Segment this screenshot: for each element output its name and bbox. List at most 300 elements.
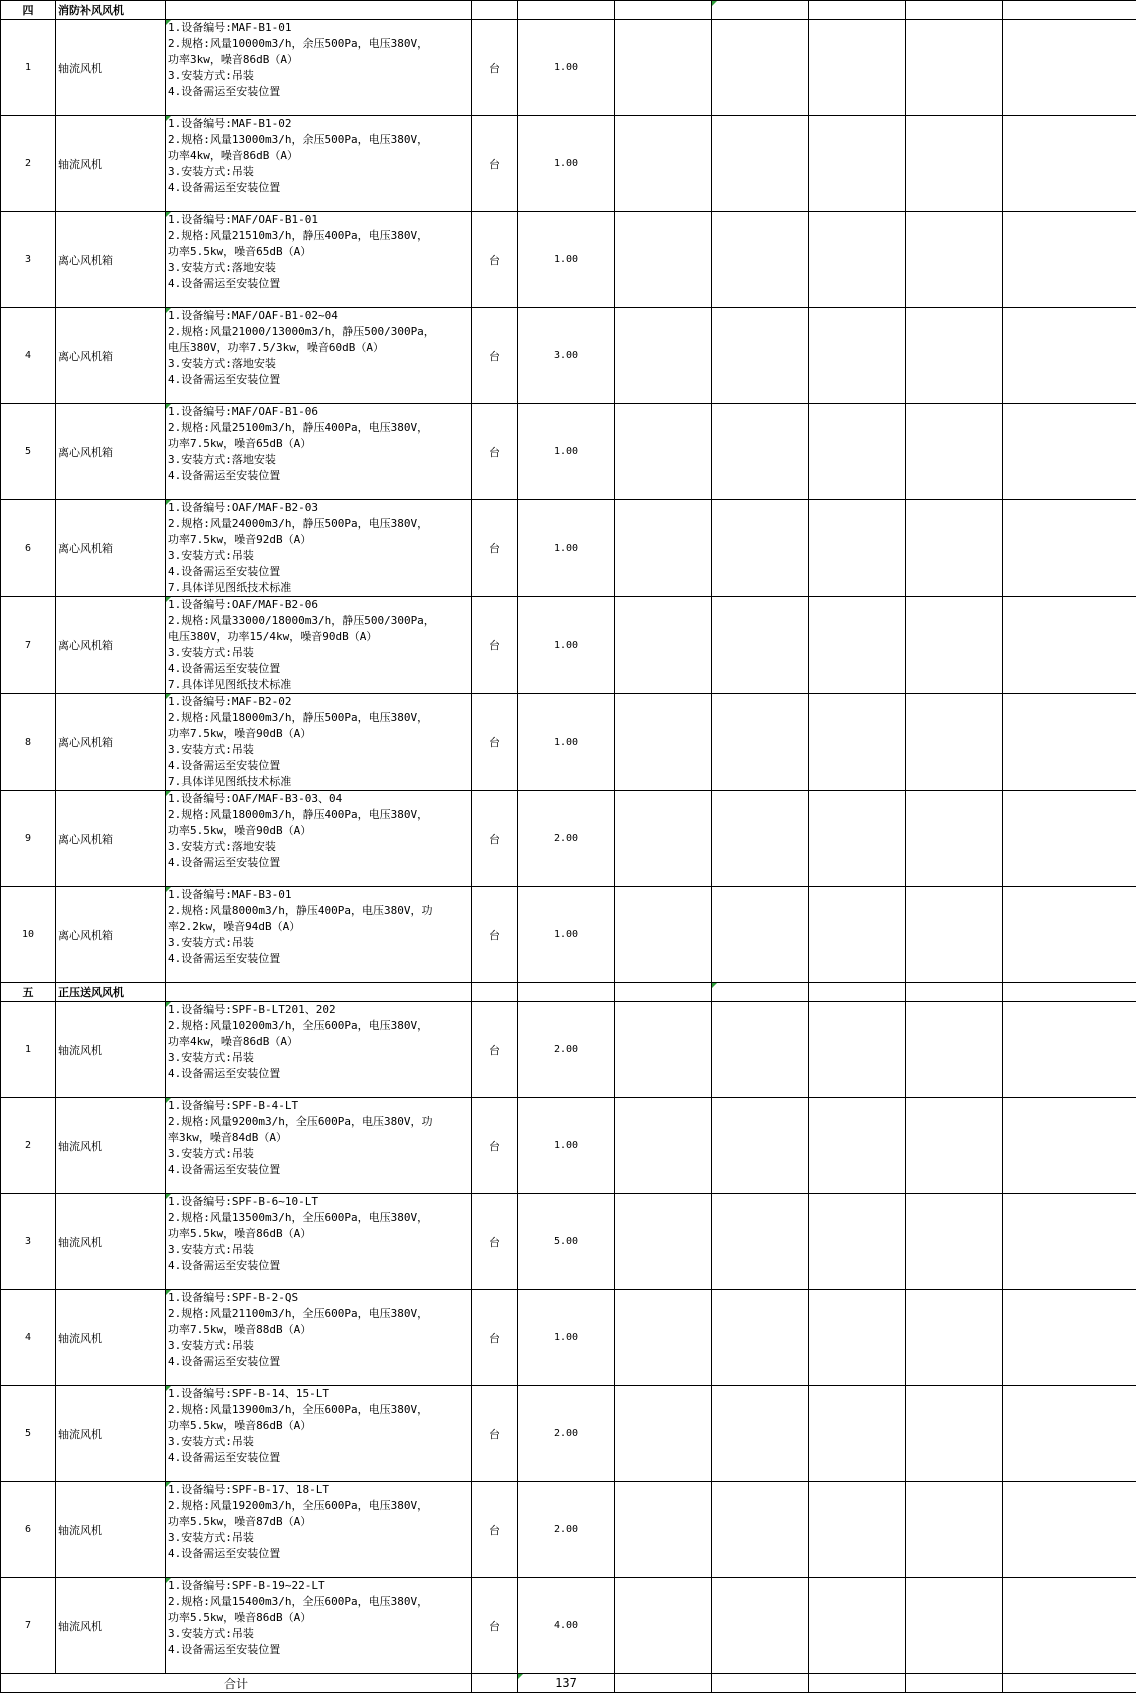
description-line: 7.具体详见图纸技术标准 — [168, 580, 469, 596]
item-name-cell[interactable]: 轴流风机 — [56, 1290, 166, 1386]
description-line: 1.设备编号:MAF-B2-02 — [168, 694, 469, 710]
item-description-cell[interactable] — [166, 791, 472, 887]
empty-cell[interactable] — [809, 116, 906, 212]
table-row — [1, 1098, 1136, 1194]
empty-cell[interactable] — [615, 983, 712, 1002]
description-line: 2.规格:风量24000m3/h，静压500Pa，电压380V， — [168, 516, 469, 532]
empty-cell[interactable] — [906, 1002, 1003, 1098]
empty-cell[interactable] — [809, 983, 906, 1002]
description-line: 1.设备编号:OAF/MAF-B2-03 — [168, 500, 469, 516]
empty-cell[interactable] — [712, 1, 809, 20]
comment-marker-icon — [166, 116, 171, 121]
section-title[interactable]: 消防补风风机 — [56, 1, 166, 20]
item-unit-cell[interactable]: 台 — [472, 1002, 518, 1098]
empty-cell[interactable] — [712, 791, 809, 887]
item-quantity-cell[interactable]: 1.00 — [518, 212, 615, 308]
empty-cell[interactable] — [809, 1290, 906, 1386]
item-unit-cell[interactable]: 台 — [472, 1194, 518, 1290]
description-line: 功率7.5kw，噪音92dB（A） — [168, 532, 469, 548]
item-number-cell[interactable]: 3 — [1, 1194, 56, 1290]
item-description-cell[interactable] — [166, 212, 472, 308]
description-line: 1.设备编号:MAF/OAF-B1-01 — [168, 212, 469, 228]
item-description-cell[interactable] — [166, 116, 472, 212]
item-description-cell[interactable] — [166, 308, 472, 404]
empty-cell[interactable] — [615, 1002, 712, 1098]
description-line: 2.规格:风量9200m3/h，全压600Pa，电压380V，功 — [168, 1114, 469, 1130]
comment-marker-icon — [166, 1578, 171, 1583]
item-name-cell[interactable]: 轴流风机 — [56, 1194, 166, 1290]
item-description-cell[interactable] — [166, 404, 472, 500]
empty-cell[interactable] — [809, 791, 906, 887]
empty-cell[interactable] — [1003, 116, 1136, 212]
description-line: 3.安装方式:吊装 — [168, 1146, 469, 1162]
description-line: 4.设备需运至安装位置 — [168, 1354, 469, 1370]
item-number-cell[interactable]: 1 — [1, 1002, 56, 1098]
empty-cell[interactable] — [906, 1098, 1003, 1194]
empty-cell[interactable] — [615, 1194, 712, 1290]
description-line: 1.设备编号:OAF/MAF-B2-06 — [168, 597, 469, 613]
empty-cell[interactable] — [615, 1482, 712, 1578]
table-row — [1, 1194, 1136, 1290]
description-line: 1.设备编号:MAF/OAF-B1-06 — [168, 404, 469, 420]
empty-cell[interactable] — [615, 212, 712, 308]
item-quantity-cell[interactable]: 4.00 — [518, 1578, 615, 1674]
table-row — [1, 791, 1136, 887]
empty-cell[interactable] — [1003, 1482, 1136, 1578]
empty-cell[interactable] — [906, 404, 1003, 500]
empty-cell[interactable] — [809, 20, 906, 116]
empty-cell[interactable] — [1003, 500, 1136, 597]
empty-cell[interactable] — [712, 1290, 809, 1386]
item-unit-cell[interactable]: 台 — [472, 597, 518, 694]
empty-cell[interactable] — [615, 1386, 712, 1482]
description-line: 3.安装方式:吊装 — [168, 1050, 469, 1066]
item-unit-cell[interactable]: 台 — [472, 1290, 518, 1386]
comment-marker-icon — [712, 983, 717, 988]
total-quantity[interactable]: 137 — [518, 1674, 615, 1693]
item-number-cell[interactable]: 10 — [1, 887, 56, 983]
section-header-row — [1, 983, 1136, 1002]
empty-cell[interactable] — [1003, 694, 1136, 791]
description-line: 2.规格:风量21100m3/h，全压600Pa，电压380V， — [168, 1306, 469, 1322]
item-quantity-cell[interactable]: 1.00 — [518, 500, 615, 597]
description-line: 功率5.5kw，噪音65dB（A） — [168, 244, 469, 260]
empty-cell[interactable] — [615, 1578, 712, 1674]
empty-cell[interactable] — [712, 1386, 809, 1482]
description-line: 1.设备编号:SPF-B-LT201、202 — [168, 1002, 469, 1018]
item-number-cell[interactable]: 9 — [1, 791, 56, 887]
empty-cell[interactable] — [906, 212, 1003, 308]
description-line: 功率7.5kw，噪音65dB（A） — [168, 436, 469, 452]
table-row — [1, 212, 1136, 308]
description-line: 功率5.5kw，噪音86dB（A） — [168, 1418, 469, 1434]
empty-cell[interactable] — [809, 1098, 906, 1194]
empty-cell[interactable] — [615, 116, 712, 212]
item-number-cell[interactable]: 2 — [1, 116, 56, 212]
description-line: 1.设备编号:SPF-B-6~10-LT — [168, 1194, 469, 1210]
description-line: 4.设备需运至安装位置 — [168, 84, 469, 100]
item-unit-cell[interactable]: 台 — [472, 887, 518, 983]
description-line: 1.设备编号:SPF-B-14、15-LT — [168, 1386, 469, 1402]
empty-cell[interactable] — [472, 1, 518, 20]
empty-cell[interactable] — [906, 597, 1003, 694]
empty-cell[interactable] — [906, 116, 1003, 212]
table-row — [1, 694, 1136, 791]
description-line: 3.安装方式:吊装 — [168, 164, 469, 180]
item-quantity-cell[interactable]: 3.00 — [518, 308, 615, 404]
description-line: 功率5.5kw，噪音86dB（A） — [168, 1610, 469, 1626]
item-description-cell[interactable] — [166, 887, 472, 983]
comment-marker-icon — [166, 212, 171, 217]
item-number-cell[interactable]: 8 — [1, 694, 56, 791]
empty-cell[interactable] — [906, 500, 1003, 597]
description-line: 3.安装方式:吊装 — [168, 68, 469, 84]
item-number-cell[interactable]: 5 — [1, 1386, 56, 1482]
description-line: 2.规格:风量33000/18000m3/h，静压500/300Pa， — [168, 613, 469, 629]
description-line: 1.设备编号:MAF-B3-01 — [168, 887, 469, 903]
empty-cell[interactable] — [1003, 1290, 1136, 1386]
item-name-cell[interactable]: 轴流风机 — [56, 1098, 166, 1194]
table-row — [1, 404, 1136, 500]
table-row — [1, 1578, 1136, 1674]
empty-cell[interactable] — [1003, 887, 1136, 983]
item-description-cell[interactable] — [166, 500, 472, 597]
empty-cell[interactable] — [166, 1, 472, 20]
item-unit-cell[interactable]: 台 — [472, 1386, 518, 1482]
empty-cell[interactable] — [615, 1, 712, 20]
comment-marker-icon — [166, 1002, 171, 1007]
item-name-cell[interactable]: 轴流风机 — [56, 1578, 166, 1674]
description-line: 4.设备需运至安装位置 — [168, 276, 469, 292]
description-line: 7.具体详见图纸技术标准 — [168, 774, 469, 790]
empty-cell[interactable] — [1003, 1002, 1136, 1098]
description-line: 3.安装方式:吊装 — [168, 645, 469, 661]
description-line: 2.规格:风量25100m3/h，静压400Pa，电压380V， — [168, 420, 469, 436]
item-quantity-cell[interactable]: 1.00 — [518, 694, 615, 791]
empty-cell[interactable] — [712, 1002, 809, 1098]
empty-cell[interactable] — [1003, 791, 1136, 887]
comment-marker-icon — [166, 1194, 171, 1199]
empty-cell[interactable] — [1003, 308, 1136, 404]
section-number[interactable]: 五 — [1, 983, 56, 1002]
empty-cell[interactable] — [712, 694, 809, 791]
description-line: 4.设备需运至安装位置 — [168, 951, 469, 967]
description-line: 3.安装方式:落地安装 — [168, 839, 469, 855]
description-line: 2.规格:风量10000m3/h，余压500Pa，电压380V， — [168, 36, 469, 52]
item-number-cell[interactable]: 7 — [1, 597, 56, 694]
item-quantity-cell[interactable]: 1.00 — [518, 1290, 615, 1386]
item-quantity-cell[interactable]: 2.00 — [518, 1002, 615, 1098]
empty-cell[interactable] — [712, 887, 809, 983]
empty-cell[interactable] — [712, 1578, 809, 1674]
empty-cell[interactable] — [615, 791, 712, 887]
empty-cell[interactable] — [615, 597, 712, 694]
item-name-cell[interactable]: 离心风机箱 — [56, 597, 166, 694]
empty-cell[interactable] — [712, 404, 809, 500]
item-quantity-cell[interactable]: 2.00 — [518, 791, 615, 887]
empty-cell[interactable] — [906, 1386, 1003, 1482]
section-title[interactable]: 正压送风风机 — [56, 983, 166, 1002]
item-quantity-cell[interactable]: 2.00 — [518, 1386, 615, 1482]
empty-cell[interactable] — [712, 1482, 809, 1578]
empty-cell[interactable] — [615, 887, 712, 983]
item-description-cell[interactable] — [166, 1002, 472, 1098]
item-number-cell[interactable]: 1 — [1, 20, 56, 116]
item-unit-cell[interactable]: 台 — [472, 308, 518, 404]
description-line: 4.设备需运至安装位置 — [168, 1450, 469, 1466]
item-quantity-cell[interactable]: 2.00 — [518, 1482, 615, 1578]
description-line: 3.安装方式:吊装 — [168, 1530, 469, 1546]
item-description-cell[interactable] — [166, 20, 472, 116]
empty-cell[interactable] — [809, 1194, 906, 1290]
empty-cell[interactable] — [906, 1, 1003, 20]
item-description-cell[interactable] — [166, 1194, 472, 1290]
item-description-cell[interactable] — [166, 597, 472, 694]
table-row — [1, 20, 1136, 116]
description-line: 3.安装方式:吊装 — [168, 742, 469, 758]
comment-marker-icon — [166, 308, 171, 313]
item-quantity-cell[interactable]: 1.00 — [518, 597, 615, 694]
item-description-cell[interactable] — [166, 694, 472, 791]
item-number-cell[interactable]: 4 — [1, 1290, 56, 1386]
description-line: 2.规格:风量18000m3/h，静压400Pa，电压380V， — [168, 807, 469, 823]
comment-marker-icon — [166, 1290, 171, 1295]
item-description-cell[interactable] — [166, 1482, 472, 1578]
description-line: 2.规格:风量21000/13000m3/h，静压500/300Pa， — [168, 324, 469, 340]
empty-cell[interactable] — [906, 1482, 1003, 1578]
empty-cell[interactable] — [906, 694, 1003, 791]
description-line: 3.安装方式:吊装 — [168, 1434, 469, 1450]
item-name-cell[interactable]: 离心风机箱 — [56, 500, 166, 597]
item-name-cell[interactable]: 轴流风机 — [56, 116, 166, 212]
empty-cell[interactable] — [712, 20, 809, 116]
item-name-cell[interactable]: 离心风机箱 — [56, 887, 166, 983]
empty-cell[interactable] — [1003, 404, 1136, 500]
item-unit-cell[interactable]: 台 — [472, 791, 518, 887]
section-number[interactable]: 四 — [1, 1, 56, 20]
comment-marker-icon — [166, 597, 171, 602]
comment-marker-icon — [518, 1674, 523, 1679]
empty-cell[interactable] — [906, 983, 1003, 1002]
description-line: 功率5.5kw，噪音90dB（A） — [168, 823, 469, 839]
empty-cell[interactable] — [809, 1482, 906, 1578]
item-number-cell[interactable]: 6 — [1, 1482, 56, 1578]
description-line: 2.规格:风量13000m3/h，余压500Pa，电压380V， — [168, 132, 469, 148]
empty-cell[interactable] — [809, 1578, 906, 1674]
description-line: 率3kw，噪音84dB（A） — [168, 1130, 469, 1146]
item-number-cell[interactable]: 3 — [1, 212, 56, 308]
item-name-cell[interactable]: 离心风机箱 — [56, 308, 166, 404]
item-unit-cell[interactable]: 台 — [472, 1482, 518, 1578]
empty-cell[interactable] — [615, 500, 712, 597]
description-line: 4.设备需运至安装位置 — [168, 564, 469, 580]
item-name-cell[interactable]: 离心风机箱 — [56, 212, 166, 308]
empty-cell[interactable] — [712, 116, 809, 212]
empty-cell[interactable] — [1003, 1194, 1136, 1290]
table-row — [1, 1386, 1136, 1482]
empty-cell[interactable] — [809, 1, 906, 20]
empty-cell[interactable] — [809, 212, 906, 308]
empty-cell[interactable] — [615, 20, 712, 116]
empty-cell[interactable] — [712, 212, 809, 308]
empty-cell[interactable] — [906, 1578, 1003, 1674]
empty-cell[interactable] — [615, 308, 712, 404]
item-unit-cell[interactable]: 台 — [472, 694, 518, 791]
comment-marker-icon — [166, 500, 171, 505]
item-name-cell[interactable]: 轴流风机 — [56, 20, 166, 116]
empty-cell[interactable] — [166, 983, 472, 1002]
table-row — [1, 597, 1136, 694]
description-line: 4.设备需运至安装位置 — [168, 1642, 469, 1658]
item-quantity-cell[interactable]: 1.00 — [518, 116, 615, 212]
item-name-cell[interactable]: 离心风机箱 — [56, 791, 166, 887]
empty-cell[interactable] — [615, 1290, 712, 1386]
empty-cell[interactable] — [712, 983, 809, 1002]
description-line: 2.规格:风量19200m3/h，全压600Pa，电压380V， — [168, 1498, 469, 1514]
item-quantity-cell[interactable]: 1.00 — [518, 887, 615, 983]
item-unit-cell[interactable]: 台 — [472, 212, 518, 308]
description-line: 1.设备编号:SPF-B-17、18-LT — [168, 1482, 469, 1498]
comment-marker-icon — [166, 887, 171, 892]
empty-cell[interactable] — [712, 597, 809, 694]
description-line: 1.设备编号:SPF-B-19~22-LT — [168, 1578, 469, 1594]
empty-cell[interactable] — [906, 887, 1003, 983]
comment-marker-icon — [166, 694, 171, 699]
item-name-cell[interactable]: 轴流风机 — [56, 1482, 166, 1578]
item-description-cell[interactable] — [166, 1578, 472, 1674]
empty-cell[interactable] — [1003, 597, 1136, 694]
table-row — [1, 116, 1136, 212]
empty-cell[interactable] — [712, 1098, 809, 1194]
description-line: 电压380V，功率7.5/3kw，噪音60dB（A） — [168, 340, 469, 356]
empty-cell[interactable] — [1003, 1098, 1136, 1194]
empty-cell[interactable] — [809, 1386, 906, 1482]
item-number-cell[interactable]: 7 — [1, 1578, 56, 1674]
item-quantity-cell[interactable]: 1.00 — [518, 1098, 615, 1194]
description-line: 1.设备编号:MAF-B1-02 — [168, 116, 469, 132]
empty-cell[interactable] — [1003, 983, 1136, 1002]
item-number-cell[interactable]: 4 — [1, 308, 56, 404]
description-line: 2.规格:风量10200m3/h，全压600Pa，电压380V， — [168, 1018, 469, 1034]
description-line: 2.规格:风量13900m3/h，全压600Pa，电压380V， — [168, 1402, 469, 1418]
table-row — [1, 500, 1136, 597]
empty-cell[interactable] — [615, 694, 712, 791]
item-unit-cell[interactable]: 台 — [472, 1578, 518, 1674]
item-unit-cell[interactable]: 台 — [472, 1098, 518, 1194]
empty-cell[interactable] — [1003, 1, 1136, 20]
description-line: 7.具体详见图纸技术标准 — [168, 677, 469, 693]
description-line: 3.安装方式:吊装 — [168, 1242, 469, 1258]
empty-cell[interactable] — [906, 20, 1003, 116]
table-row — [1, 1002, 1136, 1098]
empty-cell[interactable] — [712, 1194, 809, 1290]
empty-cell[interactable] — [518, 983, 615, 1002]
description-line: 1.设备编号:MAF-B1-01 — [168, 20, 469, 36]
comment-marker-icon — [166, 1482, 171, 1487]
description-line: 3.安装方式:落地安装 — [168, 452, 469, 468]
description-line: 3.安装方式:吊装 — [168, 1626, 469, 1642]
description-line: 4.设备需运至安装位置 — [168, 1162, 469, 1178]
item-quantity-cell[interactable]: 1.00 — [518, 20, 615, 116]
description-line: 4.设备需运至安装位置 — [168, 1258, 469, 1274]
description-line: 4.设备需运至安装位置 — [168, 855, 469, 871]
empty-cell[interactable] — [472, 983, 518, 1002]
empty-cell[interactable] — [906, 1290, 1003, 1386]
item-number-cell[interactable]: 2 — [1, 1098, 56, 1194]
empty-cell[interactable] — [809, 308, 906, 404]
comment-marker-icon — [712, 1, 717, 6]
description-line: 3.安装方式:吊装 — [168, 1338, 469, 1354]
empty-cell[interactable] — [615, 1098, 712, 1194]
description-line: 4.设备需运至安装位置 — [168, 372, 469, 388]
item-description-cell[interactable] — [166, 1386, 472, 1482]
empty-cell[interactable] — [809, 597, 906, 694]
description-line: 功率7.5kw，噪音90dB（A） — [168, 726, 469, 742]
empty-cell[interactable] — [809, 404, 906, 500]
item-quantity-cell[interactable]: 1.00 — [518, 404, 615, 500]
empty-cell[interactable] — [906, 308, 1003, 404]
item-name-cell[interactable]: 离心风机箱 — [56, 694, 166, 791]
empty-cell[interactable] — [712, 308, 809, 404]
empty-cell[interactable] — [1003, 1386, 1136, 1482]
item-unit-cell[interactable]: 台 — [472, 404, 518, 500]
description-line: 4.设备需运至安装位置 — [168, 661, 469, 677]
item-name-cell[interactable]: 离心风机箱 — [56, 404, 166, 500]
empty-cell[interactable] — [1003, 20, 1136, 116]
item-quantity-cell[interactable]: 5.00 — [518, 1194, 615, 1290]
item-description-cell[interactable] — [166, 1290, 472, 1386]
description-line: 功率7.5kw，噪音88dB（A） — [168, 1322, 469, 1338]
empty-cell[interactable] — [712, 500, 809, 597]
item-unit-cell[interactable]: 台 — [472, 116, 518, 212]
empty-cell[interactable] — [906, 791, 1003, 887]
table-row — [1, 1482, 1136, 1578]
description-line: 2.规格:风量13500m3/h，全压600Pa，电压380V， — [168, 1210, 469, 1226]
description-line: 2.规格:风量18000m3/h，静压500Pa，电压380V， — [168, 710, 469, 726]
empty-cell[interactable] — [615, 404, 712, 500]
comment-marker-icon — [166, 1098, 171, 1103]
item-description-cell[interactable] — [166, 1098, 472, 1194]
empty-cell[interactable] — [809, 887, 906, 983]
description-line: 1.设备编号:SPF-B-2-QS — [168, 1290, 469, 1306]
item-unit-cell[interactable]: 台 — [472, 500, 518, 597]
empty-cell[interactable] — [809, 694, 906, 791]
description-line: 4.设备需运至安装位置 — [168, 468, 469, 484]
description-line: 1.设备编号:SPF-B-4-LT — [168, 1098, 469, 1114]
empty-cell[interactable] — [1003, 212, 1136, 308]
section-header-row — [1, 1, 1136, 20]
item-number-cell[interactable]: 5 — [1, 404, 56, 500]
table-row — [1, 887, 1136, 983]
item-number-cell[interactable]: 6 — [1, 500, 56, 597]
description-line: 3.安装方式:落地安装 — [168, 260, 469, 276]
item-name-cell[interactable]: 轴流风机 — [56, 1386, 166, 1482]
description-line: 3.安装方式:吊装 — [168, 935, 469, 951]
comment-marker-icon — [166, 404, 171, 409]
empty-cell[interactable] — [809, 500, 906, 597]
total-label[interactable]: 合计 — [1, 1674, 472, 1693]
description-line: 1.设备编号:MAF/OAF-B1-02~04 — [168, 308, 469, 324]
comment-marker-icon — [166, 791, 171, 796]
empty-cell[interactable] — [906, 1194, 1003, 1290]
item-name-cell[interactable]: 轴流风机 — [56, 1002, 166, 1098]
empty-cell[interactable] — [1003, 1578, 1136, 1674]
empty-cell[interactable] — [809, 1002, 906, 1098]
comment-marker-icon — [166, 20, 171, 25]
description-line: 功率3kw，噪音86dB（A） — [168, 52, 469, 68]
empty-cell[interactable] — [518, 1, 615, 20]
item-unit-cell[interactable]: 台 — [472, 20, 518, 116]
